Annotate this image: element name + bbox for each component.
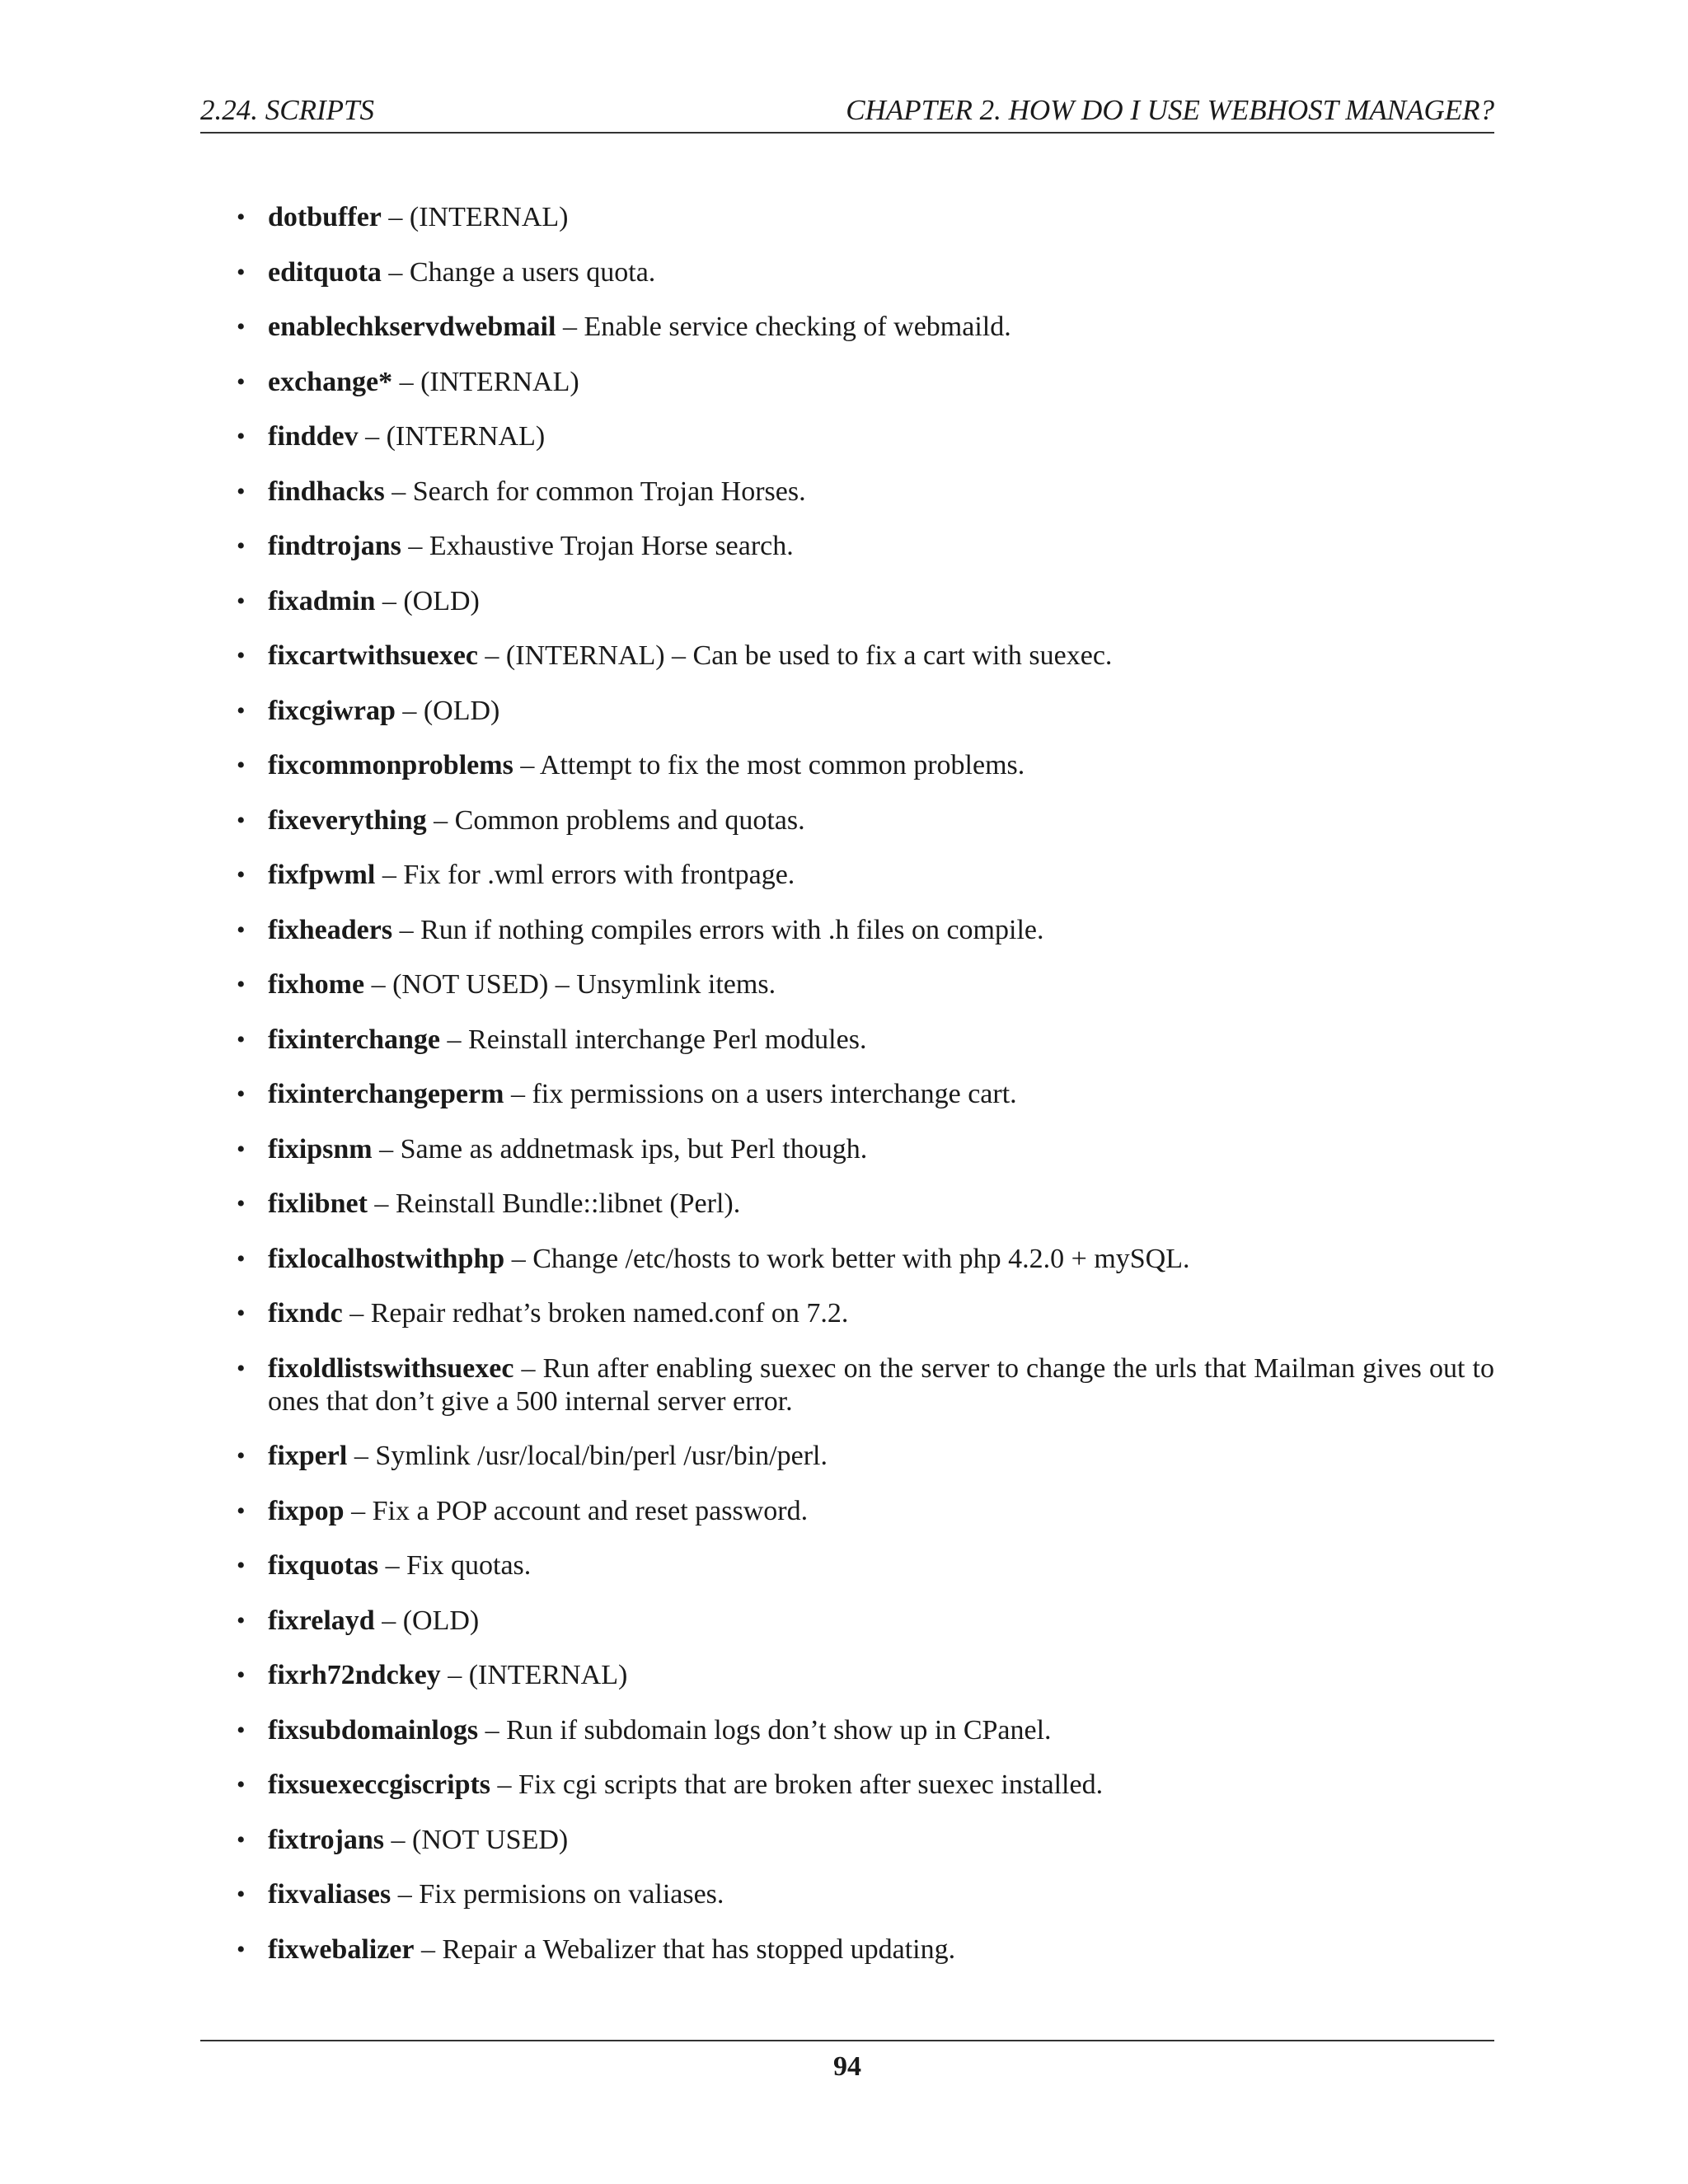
bullet-icon: • (237, 1080, 246, 1108)
script-description: – Run after enabling suexec on the server to change the urls that Mailman gives out to ones that don’t give a 500 internal server error. (268, 1353, 1494, 1417)
script-name: fixtrojans (268, 1825, 385, 1855)
script-entry (200, 311, 1494, 344)
script-entry-text (268, 420, 1494, 453)
script-name: fixeverything (268, 805, 427, 836)
script-description: – Reinstall Bundle::libnet (Perl). (367, 1188, 741, 1219)
script-entry-text (268, 914, 1494, 947)
bullet-icon: • (237, 1300, 246, 1327)
page-number: 94 (833, 2051, 861, 2082)
script-entry (200, 1495, 1494, 1528)
script-entry-text (268, 1440, 1494, 1473)
script-description: – Same as addnetmask ips, but Perl though. (372, 1134, 868, 1165)
script-description: – Fix permisions on valiases. (391, 1879, 724, 1910)
script-entry (200, 804, 1494, 837)
script-description: – Fix quotas. (378, 1550, 532, 1581)
script-description: – Change a users quota. (381, 257, 656, 288)
script-description: – fix permissions on a users interchange cart. (504, 1079, 1017, 1109)
bullet-icon: • (237, 313, 246, 340)
script-entry-text (268, 695, 1494, 728)
script-entry-text (268, 476, 1494, 509)
script-name: fixsubdomainlogs (268, 1715, 479, 1746)
script-name: editquota (268, 257, 382, 288)
script-name: fixinterchange (268, 1024, 441, 1055)
script-name: fixipsnm (268, 1134, 373, 1165)
script-name: fixoldlistswithsuexec (268, 1353, 514, 1384)
script-entry (200, 1352, 1494, 1418)
script-entry-text (268, 366, 1494, 399)
script-description: – (OLD) (375, 586, 480, 616)
bullet-icon: • (237, 971, 246, 998)
footer-rule (200, 2040, 1494, 2041)
script-name: fixrh72ndckey (268, 1660, 441, 1690)
script-description: – Fix for .wml errors with frontpage. (375, 860, 795, 890)
script-entry-text (268, 1024, 1494, 1057)
script-description: – Run if nothing compiles errors with .h files on compile. (392, 915, 1044, 945)
bullet-icon: • (237, 532, 246, 560)
script-entry-text (268, 1824, 1494, 1857)
script-entry-text (268, 749, 1494, 782)
script-description: – (INTERNAL) (392, 367, 579, 397)
script-entry (200, 530, 1494, 563)
bullet-icon: • (237, 1245, 246, 1272)
script-entry-text (268, 1549, 1494, 1582)
script-entry-text (268, 804, 1494, 837)
bullet-icon: • (237, 807, 246, 834)
script-name: fixadmin (268, 586, 376, 616)
script-description: – (OLD) (395, 696, 500, 726)
bullet-icon: • (237, 1771, 246, 1798)
script-entry (200, 1605, 1494, 1638)
section-heading: 2.24. SCRIPTS (200, 94, 374, 126)
script-name: finddev (268, 421, 359, 452)
bullet-icon: • (237, 1026, 246, 1053)
script-entry (200, 859, 1494, 892)
script-entry-text (268, 640, 1494, 673)
script-entry (200, 476, 1494, 509)
script-entry-text (268, 1297, 1494, 1330)
script-entry-text (268, 1714, 1494, 1747)
script-entry (200, 1297, 1494, 1330)
bullet-icon: • (237, 204, 246, 231)
script-entry (200, 914, 1494, 947)
bullet-icon: • (237, 423, 246, 450)
script-entry-text (268, 311, 1494, 344)
bullet-icon: • (237, 1936, 246, 1963)
script-name: fixcgiwrap (268, 696, 396, 726)
script-name: fixperl (268, 1441, 348, 1471)
bullet-icon: • (237, 1442, 246, 1469)
script-name: enablechkservdwebmail (268, 312, 556, 342)
script-entry (200, 749, 1494, 782)
script-name: fixcommonproblems (268, 750, 513, 780)
script-description: – (INTERNAL) (381, 202, 569, 232)
bullet-icon: • (237, 697, 246, 724)
script-description: – Repair a Webalizer that has stopped updating. (414, 1934, 956, 1965)
script-description: – Fix a POP account and reset password. (344, 1496, 809, 1526)
script-description: – Search for common Trojan Horses. (384, 476, 806, 507)
bullet-icon: • (237, 1552, 246, 1579)
script-name: fixfpwml (268, 860, 376, 890)
chapter-heading: CHAPTER 2. HOW DO I USE WEBHOST MANAGER? (846, 94, 1494, 126)
script-description: – (NOT USED) (384, 1825, 569, 1855)
script-entry (200, 1714, 1494, 1747)
script-description: – (INTERNAL) (440, 1660, 628, 1690)
bullet-icon: • (237, 368, 246, 396)
script-entry (200, 1440, 1494, 1473)
script-entry (200, 1024, 1494, 1057)
bullet-icon: • (237, 1136, 246, 1163)
script-name: fixlocalhostwithphp (268, 1244, 505, 1274)
script-entry-text (268, 1495, 1494, 1528)
script-entry (200, 1769, 1494, 1802)
running-header (200, 89, 1494, 134)
script-name: findhacks (268, 476, 385, 507)
script-entry (200, 640, 1494, 673)
script-entry-text (268, 201, 1494, 234)
script-entry (200, 1549, 1494, 1582)
script-description: – (NOT USED) – Unsymlink items. (364, 969, 776, 1000)
script-entry-text (268, 1133, 1494, 1166)
bullet-icon: • (237, 642, 246, 669)
bullet-icon: • (237, 1881, 246, 1908)
script-entry (200, 585, 1494, 618)
script-name: fixndc (268, 1298, 343, 1329)
script-name: fixwebalizer (268, 1934, 415, 1965)
script-entry (200, 695, 1494, 728)
script-name: dotbuffer (268, 202, 382, 232)
script-name: fixlibnet (268, 1188, 368, 1219)
bullet-icon: • (237, 588, 246, 615)
bullet-icon: • (237, 1661, 246, 1689)
script-entry-text (268, 1769, 1494, 1802)
script-entry (200, 968, 1494, 1001)
script-entry (200, 1133, 1494, 1166)
script-description: – (OLD) (374, 1605, 480, 1636)
script-entry-text (268, 859, 1494, 892)
script-entry (200, 1078, 1494, 1111)
script-entry (200, 366, 1494, 399)
script-name: fixinterchangeperm (268, 1079, 504, 1109)
script-entry (200, 1188, 1494, 1221)
script-description: – (INTERNAL) – Can be used to fix a cart with suexec. (477, 640, 1113, 671)
script-description: – Reinstall interchange Perl modules. (440, 1024, 867, 1055)
script-description: – Fix cgi scripts that are broken after suexec installed. (490, 1769, 1104, 1800)
script-entry-text (268, 1188, 1494, 1221)
script-description: – Enable service checking of webmaild. (556, 312, 1011, 342)
bullet-icon: • (237, 1497, 246, 1525)
script-entry-text (268, 1078, 1494, 1111)
script-description: – Attempt to fix the most common problems. (513, 750, 1025, 780)
script-entry-text (268, 1605, 1494, 1638)
script-entry-text (268, 256, 1494, 289)
script-name: fixhome (268, 969, 365, 1000)
script-name: fixvaliases (268, 1879, 392, 1910)
script-entry (200, 1933, 1494, 1966)
bullet-icon: • (237, 478, 246, 505)
bullet-icon: • (237, 1826, 246, 1854)
script-entry (200, 420, 1494, 453)
script-entry (200, 1243, 1494, 1276)
script-name: fixrelayd (268, 1605, 375, 1636)
bullet-icon: • (237, 752, 246, 779)
script-name: fixquotas (268, 1550, 379, 1581)
script-entry-text (268, 968, 1494, 1001)
script-description: – Common problems and quotas. (426, 805, 805, 836)
script-description: – Symlink /usr/local/bin/perl /usr/bin/perl. (347, 1441, 828, 1471)
script-entry (200, 1878, 1494, 1911)
script-entry-text (268, 1933, 1494, 1966)
script-name: fixheaders (268, 915, 393, 945)
bullet-icon: • (237, 916, 246, 944)
script-entry-text (268, 1659, 1494, 1692)
bullet-icon: • (237, 1355, 246, 1382)
script-name: fixsuexeccgiscripts (268, 1769, 491, 1800)
script-name: findtrojans (268, 531, 401, 561)
script-description: – Repair redhat’s broken named.conf on 7.2. (342, 1298, 849, 1329)
script-description: – Exhaustive Trojan Horse search. (401, 531, 794, 561)
script-name: fixpop (268, 1496, 345, 1526)
bullet-icon: • (237, 861, 246, 888)
script-description: – Change /etc/hosts to work better with php 4.2.0 + mySQL. (504, 1244, 1190, 1274)
script-entry-text (268, 1878, 1494, 1911)
script-entry-text (268, 1352, 1494, 1418)
bullet-icon: • (237, 1717, 246, 1744)
script-name: exchange* (268, 367, 393, 397)
script-entry (200, 201, 1494, 234)
script-entry-text (268, 530, 1494, 563)
script-entry-text (268, 585, 1494, 618)
bullet-icon: • (237, 1190, 246, 1217)
script-entry-text (268, 1243, 1494, 1276)
bullet-icon: • (237, 259, 246, 286)
script-entry (200, 256, 1494, 289)
script-entry (200, 1659, 1494, 1692)
script-description: – (INTERNAL) (358, 421, 546, 452)
bullet-icon: • (237, 1607, 246, 1634)
script-entry (200, 1824, 1494, 1857)
script-name: fixcartwithsuexec (268, 640, 478, 671)
script-description: – Run if subdomain logs don’t show up in CPanel. (478, 1715, 1052, 1746)
